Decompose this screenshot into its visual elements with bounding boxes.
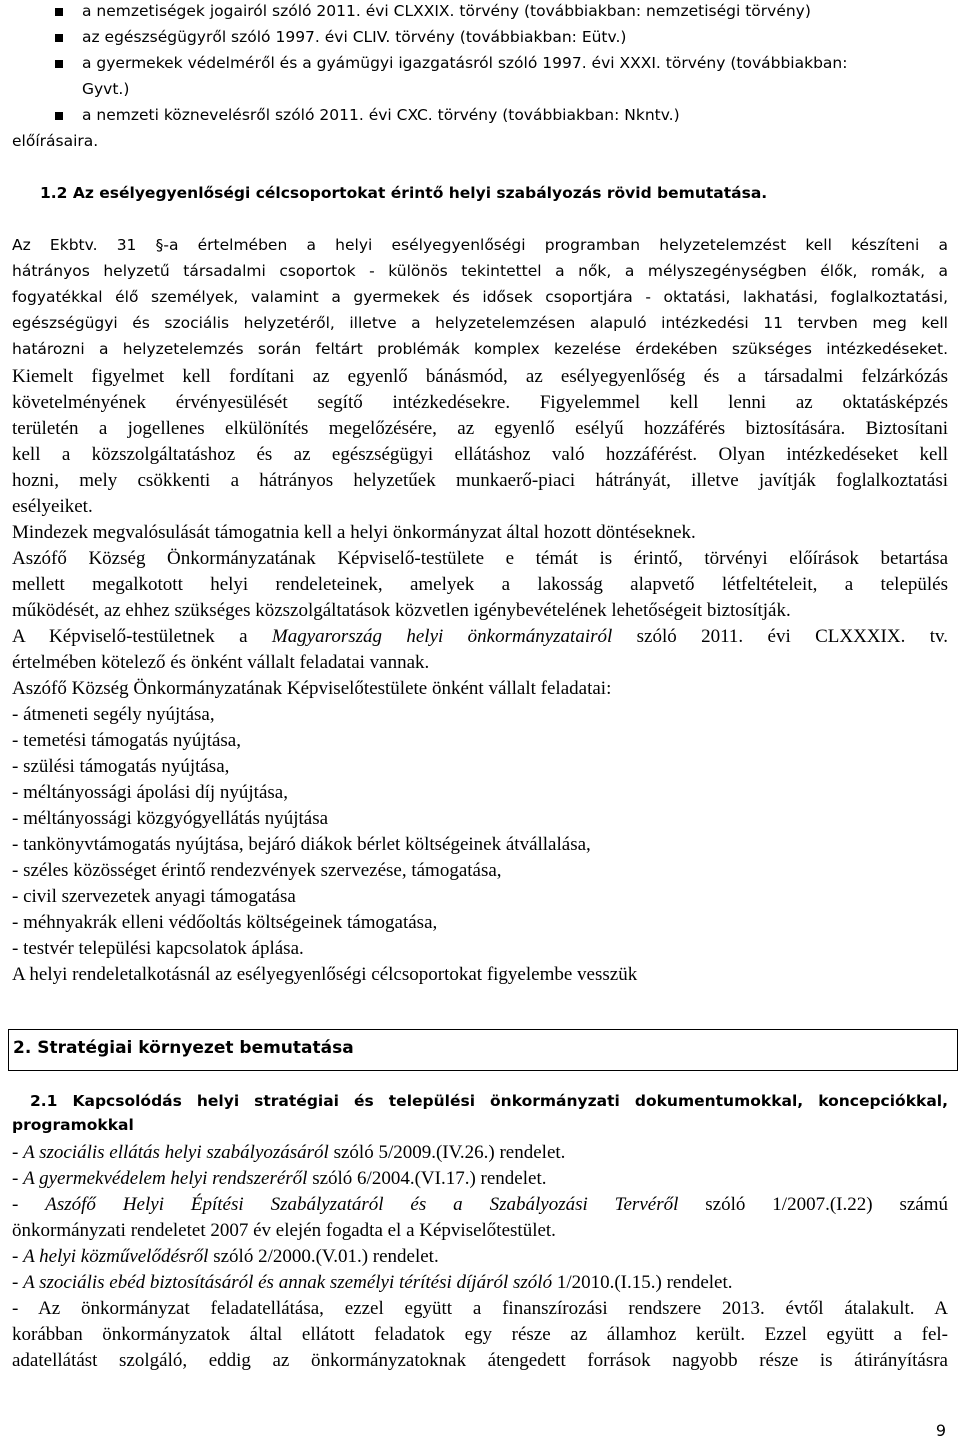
list-item	[12, 1168, 546, 1190]
section-2-1-heading: 2.1 Kapcsolódás helyi stratégiai és települési önkormányzati dokumentumokkal, koncepciókkal,	[30, 1092, 948, 1110]
list-item	[12, 1142, 565, 1164]
list-item: a gyermekek védelméről és a gyámügyi igazgatásról szóló 1997. évi XXXI. törvény (továbbiakban:	[82, 54, 848, 72]
regulation-title: A szociális ebéd biztosításáról és annak személyi térítési díjáról szóló	[23, 1272, 553, 1293]
paragraph-line: értelmében kötelező és önként vállalt feladatai vannak.	[12, 652, 430, 673]
paragraph-line: követelményének érvényesülését segítő intézkedésekre. Figyelemmel kell lenni az oktatásképzés	[12, 392, 948, 413]
section-2-1-heading-cont: programokkal	[12, 1116, 134, 1134]
list-item: - testvér települési kapcsolatok áplása.	[12, 938, 304, 959]
dash: -	[12, 1194, 46, 1215]
paragraph-line: korábban önkormányzatok által ellátott feladatok egy része az államhoz került. Ezzel együtt a fel-	[12, 1324, 948, 1345]
list-item-continuation: Gyvt.)	[82, 80, 130, 98]
list-tail-text: előírásaira.	[12, 132, 99, 150]
section-1-2-heading: 1.2 Az esélyegyenlőségi célcsoportokat érintő helyi szabályozás rövid bemutatása.	[40, 184, 768, 202]
list-item: az egészségügyről szóló 1997. évi CLIV. törvény (továbbiakban: Eütv.)	[82, 28, 627, 46]
law-title: Magyarország helyi önkormányzatairól	[271, 626, 613, 647]
paragraph-line: határozni a helyzetelemzés során feltárt problémák komplex kezelése érdekében szükséges intézkedéseket.	[12, 340, 948, 358]
paragraph-line: mellett megalkotott helyi rendeleteinek, amelyek a lakosság alapvető létfeltételeit, a település	[12, 574, 948, 595]
list-item	[12, 1272, 733, 1294]
paragraph-line: fogyatékkal élő személyek, valamint a gyermekek és idősek csoportjára - oktatási, lakhatási, foglalkoztatási,	[12, 288, 948, 306]
regulation-title: A helyi közművelődésről	[23, 1246, 209, 1267]
paragraph-line: hozni, mely csökkenti a hátrányos helyzetűek munkaerő-piaci hátrányát, illetve javítják foglalkoztatási	[12, 470, 948, 491]
dash: -	[12, 1272, 24, 1293]
regulation-title: A szociális ellátás helyi szabályozásáról	[23, 1142, 329, 1163]
text-run: A Képviselő-testületnek a	[12, 626, 272, 647]
list-item: - méltányossági ápolási díj nyújtása,	[12, 782, 288, 803]
text-run: szóló 1/2007.(I.22) számú	[678, 1194, 949, 1215]
dash: -	[12, 1142, 24, 1163]
tasks-intro: Aszófő Község Önkormányzatának Képviselőtestülete önként vállalt feladatai:	[12, 678, 612, 699]
paragraph-line: egészségügyi és szociális helyzetéről, illetve a helyzetelemzésen alapuló intézkedési 11 tervben meg kell	[12, 314, 948, 332]
list-item-continuation: önkormányzati rendeletet 2007 év elején fogadta el a Képviselőtestület.	[12, 1220, 556, 1241]
tasks-outro: A helyi rendeletalkotásnál az esélyegyenlőségi célcsoportokat figyelembe vesszük	[12, 964, 638, 985]
list-item: a nemzetiségek jogairól szóló 2011. évi CLXXIX. törvény (továbbiakban: nemzetiségi törvény)	[82, 2, 811, 20]
dash: -	[12, 1246, 24, 1267]
list-item: - szülési támogatás nyújtása,	[12, 756, 230, 777]
list-item: - átmeneti segély nyújtása,	[12, 704, 215, 725]
section-2-heading: 2. Stratégiai környezet bemutatása	[13, 1038, 354, 1058]
text-run: szóló 5/2009.(IV.26.) rendelet.	[328, 1142, 566, 1163]
regulation-title: A gyermekvédelem helyi rendszeréről	[23, 1168, 308, 1189]
paragraph-line	[12, 626, 948, 648]
bullet-icon	[55, 112, 63, 120]
text-run: 1/2010.(I.15.) rendelet.	[552, 1272, 733, 1293]
paragraph-line: - Az önkormányzat feladatellátása, ezzel együtt a finanszírozási rendszere 2013. évtől átalakult. A	[12, 1298, 948, 1319]
serif-paragraph-2: Mindezek megvalósulását támogatnia kell a helyi önkormányzat által hozott döntéseknek.	[12, 522, 696, 543]
text-run: szóló 2011. évi CLXXXIX. tv.	[612, 626, 948, 647]
bullet-icon	[55, 60, 63, 68]
dash: -	[12, 1168, 24, 1189]
section-2-heading-box	[8, 1029, 958, 1071]
paragraph-line: területén a jogellenes elkülönítés megelőzésére, az egyenlő esélyű hozzáférés biztosítására. Biztosítani	[12, 418, 948, 439]
page-number: 9	[935, 1421, 946, 1440]
list-item: - méltányossági közgyógyellátás nyújtása	[12, 808, 329, 829]
list-item: - tankönyvtámogatás nyújtása, bejáró diákok bérlet költségeinek átvállalása,	[12, 834, 591, 855]
paragraph-line: működését, az ehhez szükséges közszolgáltatások közvetlen igénybevételének lehetőségeit biztosítják.	[12, 600, 791, 621]
list-item: a nemzeti köznevelésről szóló 2011. évi CXC. törvény (továbbiakban: Nkntv.)	[82, 106, 680, 124]
paragraph-line: Kiemelt figyelmet kell fordítani az egyenlő bánásmód, az esélyegyenlőség és a társadalmi felzárkózás	[12, 366, 948, 387]
list-item: - civil szervezetek anyagi támogatása	[12, 886, 296, 907]
paragraph-line: Aszófő Község Önkormányzatának Képviselő-testülete e témát is érintő, törvényi előírások betartása	[12, 548, 948, 569]
text-run: szóló 2/2000.(V.01.) rendelet.	[208, 1246, 439, 1267]
list-item: - temetési támogatás nyújtása,	[12, 730, 241, 751]
paragraph-line: esélyeiket.	[12, 496, 93, 517]
paragraph-line: kell a közszolgáltatáshoz és az egészségügyi ellátáshoz való hozzáférést. Olyan intézkedéseket kell	[12, 444, 948, 465]
text-run: szóló 6/2004.(VI.17.) rendelet.	[307, 1168, 547, 1189]
regulation-title: Aszófő Helyi Építési Szabályzatáról és a Szabályozási Tervéről	[45, 1194, 679, 1215]
list-item	[12, 1194, 948, 1216]
paragraph-line: adatellátást szolgáló, eddig az önkormányzatoknak átengedett források nagyobb része is átirányításra	[12, 1350, 948, 1371]
bullet-icon	[55, 34, 63, 42]
list-item	[12, 1246, 439, 1268]
list-item: - méhnyakrák elleni védőoltás költségeinek támogatása,	[12, 912, 438, 933]
paragraph-line: Az Ekbtv. 31 §-a értelmében a helyi esélyegyenlőségi programban helyzetelemzést kell készíteni a	[12, 236, 948, 254]
bullet-icon	[55, 8, 63, 16]
paragraph-line: hátrányos helyzetű társadalmi csoportok - különös tekintettel a nők, a mélyszegénységben élők, romák, a	[12, 262, 948, 280]
list-item: - széles közösséget érintő rendezvények szervezése, támogatása,	[12, 860, 502, 881]
